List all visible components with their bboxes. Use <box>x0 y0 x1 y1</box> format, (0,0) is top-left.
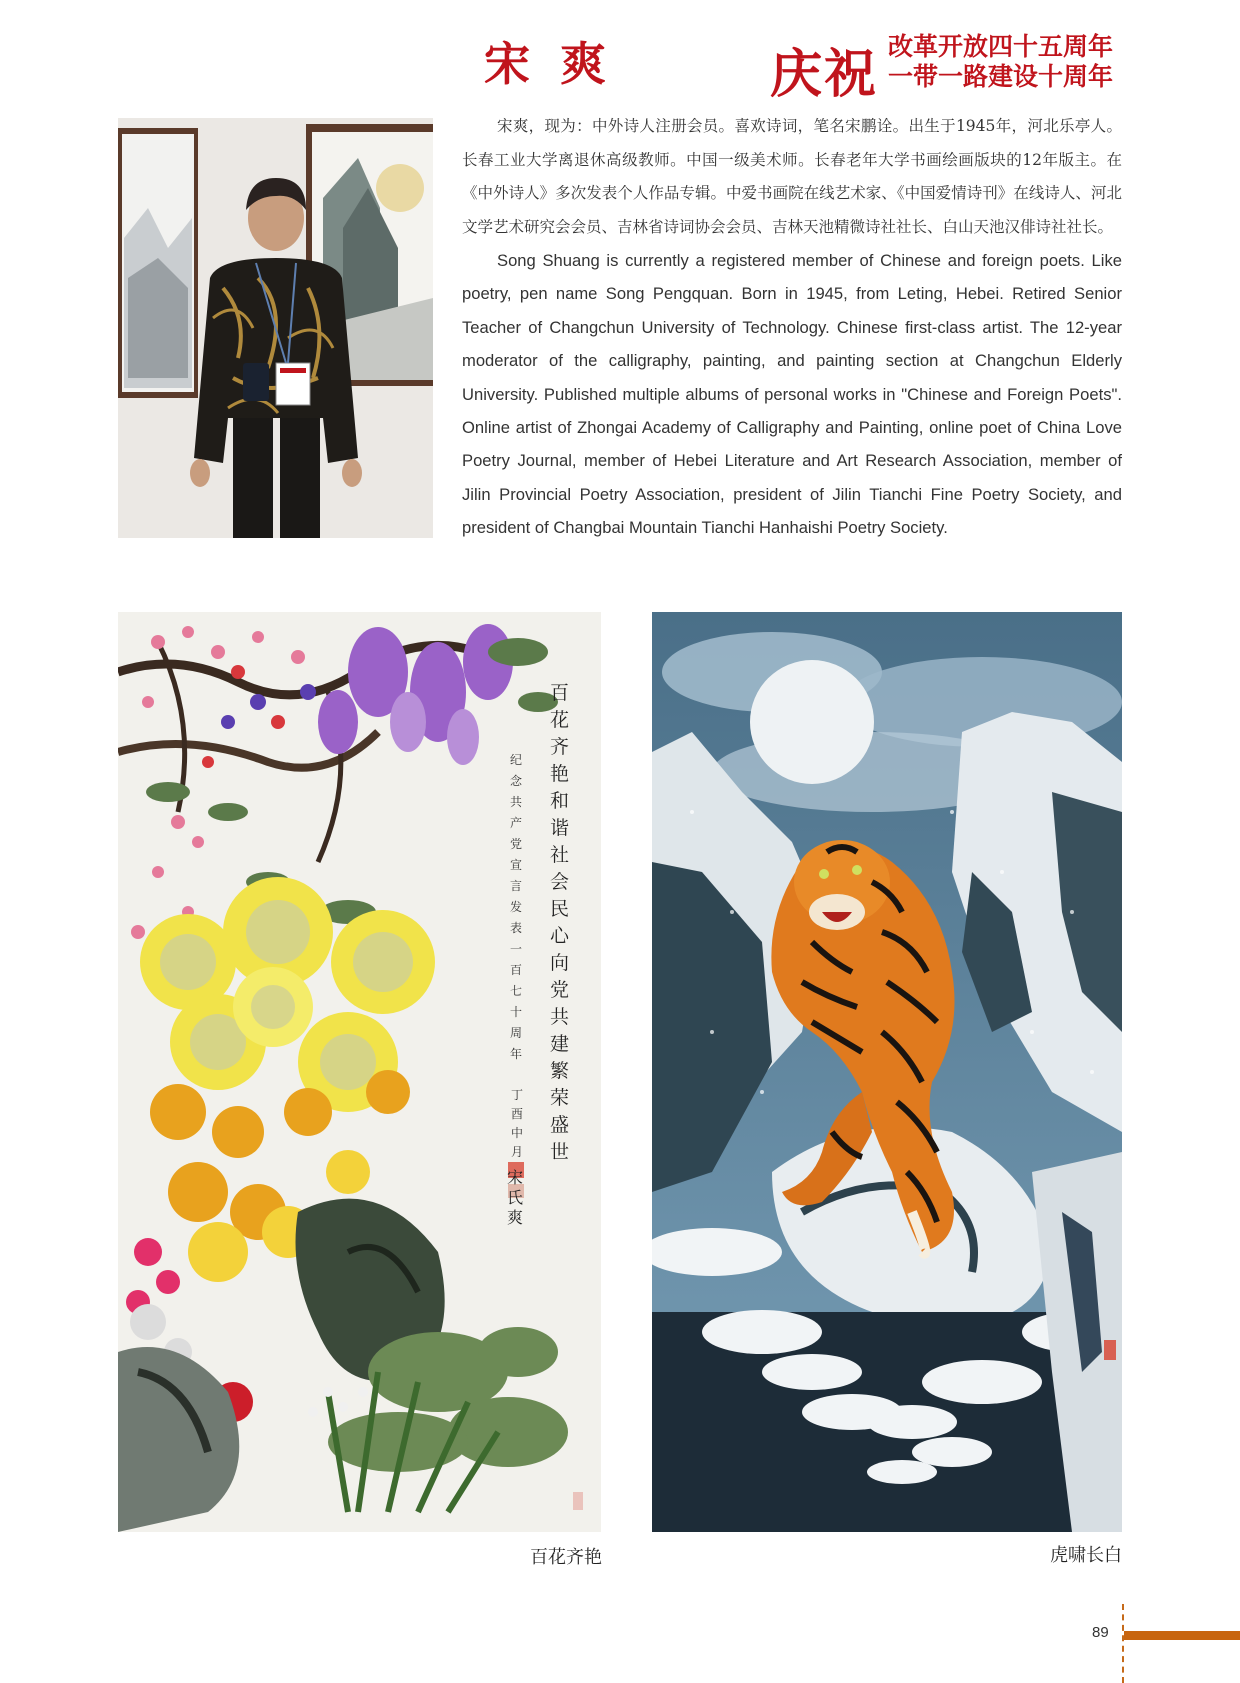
page-accent-bar <box>1124 1631 1240 1640</box>
painting-caption-tiger: 虎啸长白 <box>1050 1545 1122 1566</box>
calligraphy-signature: 宋氏爽 <box>507 1168 524 1227</box>
author-portrait-photo <box>118 118 433 538</box>
anniversary-line-2: 一带一路建设十周年 <box>888 62 1114 91</box>
page-divider-dashed <box>1122 1604 1124 1683</box>
anniversary-line-1: 改革开放四十五周年 <box>888 32 1114 61</box>
anniversary-block <box>888 32 1113 92</box>
celebrate-title: 庆祝 <box>770 44 879 105</box>
page-number: 89 <box>1092 1624 1109 1641</box>
painting-tiger-changbai <box>652 612 1122 1532</box>
painting-hundred-flowers <box>118 612 601 1532</box>
calligraphy-main-column: 百花齐艳和谐社会民心向党共建繁荣盛世 <box>550 682 570 1163</box>
bio-english: Song Shuang is currently a registered member of Chinese and foreign poets. Like poetry, pen name Song Pengquan. Born in 1945, from Leting, Hebei. Retired Senior Teacher of Changchun University of Technology. Chinese first-class artist. The 12-year moderator of the calligraphy, painting, and painting section at Changchun Elderly University. Published multiple albums of personal works in "Chinese and Foreign Poets". Online artist of Zhongai Academy of Calligraphy and Painting, online poet of China Love Poetry Journal, member of Hebei Literature and Art Research Association, member of Jilin Provincial Poetry Association, president of Jilin Tianchi Fine Poetry Society, and president of Changbai Mountain Tianchi Hanhaishi Poetry Society. <box>462 251 1122 538</box>
calligraphy-date: 丁酉中月 <box>511 1088 524 1159</box>
bio-chinese: 宋爽，现为：中外诗人注册会员。喜欢诗词，笔名宋鹏诠。出生于1945年，河北乐亭人。长春工业大学离退休高级教师。中国一级美术师。长春老年大学书画绘画版块的12年版主。在《中外诗人》多次发表个人作品专辑。中爱书画院在线艺术家、《中国爱情诗刊》在线诗人、河北文学艺术研究会会员、吉林省诗词协会会员、吉林天池精微诗社社长、白山天池汉俳诗社社长。 <box>462 117 1122 236</box>
author-name: 宋爽 <box>484 37 636 91</box>
author-biography <box>462 110 1122 545</box>
painting-caption-flowers: 百花齐艳 <box>530 1547 602 1568</box>
calligraphy-side-column: 纪念共产党宣言发表一百七十周年 <box>510 753 523 1061</box>
